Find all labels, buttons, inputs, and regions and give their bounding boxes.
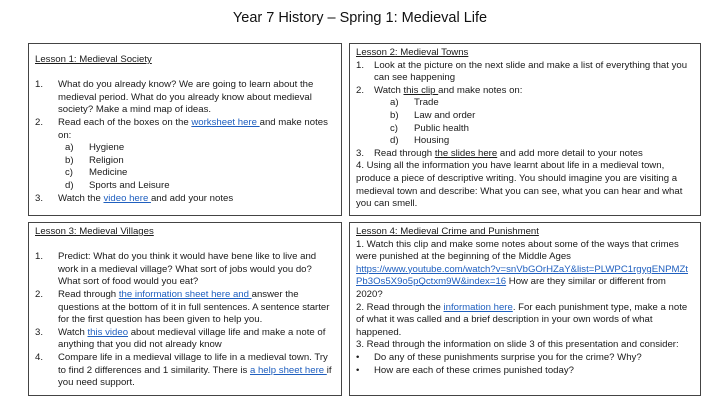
lesson-1-subitem: d) Sports and Leisure: [65, 179, 170, 191]
lesson-4-paragraph-2: 2. Read through the information here. For each punishment type, make a note of what it was called and a brief description in your own words of what happened.: [356, 301, 688, 338]
lesson-2-subitem: d) Housing: [390, 135, 450, 147]
lesson-2-item-3: 3. Read through the slides here and add more detail to your notes: [356, 147, 643, 159]
lesson-3-item-4: 4. Compare life in a medieval village to life in a medieval town. Try to find 2 differences and 1 similarity. There is a help sheet here if you need support.: [35, 351, 332, 389]
help-sheet-link[interactable]: a help sheet here: [249, 364, 327, 376]
page-title: Year 7 History – Spring 1: Medieval Life: [232, 10, 488, 26]
clip-link[interactable]: this clip: [403, 84, 439, 96]
lesson-2-item-2: 2. Watch this clip and make notes on:: [356, 84, 523, 96]
lesson-2-subitem: b) Law and order: [390, 109, 476, 121]
youtube-link[interactable]: https://www.youtube.com/watch?v=snVbGOrHZaY&list=PLWPC1rgygENPMZtPb3Os5X9o5pQctxm9W&index=16: [356, 263, 688, 288]
lesson-3-item-1: 1. Predict: What do you think it would have bene like to live and work in a medieval village? What sort of jobs would you do? What sort of food would you eat?: [35, 251, 317, 288]
lesson-4-heading: Lesson 4: Medieval Crime and Punishment: [356, 226, 539, 237]
lesson-4-paragraph-1-url: https://www.youtube.com/watch?v=snVbGOrHZaY&list=PLWPC1rgygENPMZtPb3Os5X9o5pQctxm9W&index=16 How are they similar or different from 2020?: [356, 263, 688, 300]
information-sheet-link[interactable]: the information sheet here and: [118, 288, 252, 300]
lesson-1-subitem: c) Medicine: [65, 167, 128, 179]
lesson-1-item-1: 1. What do you already know? We are going to learn about the medieval period. What do you already know about medieval society? Make a mind map of ideas.: [35, 79, 314, 116]
worksheet-link[interactable]: worksheet here: [191, 116, 260, 128]
slides-link[interactable]: the slides here: [434, 147, 498, 159]
lesson-1-subitem: b) Religion: [65, 154, 124, 166]
lesson-1-item-2: 2. Read each of the boxes on the worksheet here and make notes on:: [35, 116, 328, 141]
lesson-4-bullet: • Do any of these punishments surprise you for the crime? Why?: [356, 351, 642, 363]
lesson-2-box: [349, 43, 701, 216]
information-link[interactable]: information here: [443, 301, 513, 313]
video-link[interactable]: video here: [103, 192, 151, 204]
lesson-2-item-1: 1. Look at the picture on the next slide and make a list of everything that you can see happening: [356, 59, 688, 84]
lesson-4-paragraph-3: 3. Read through the information on slide 3 of this presentation and consider:: [356, 339, 679, 351]
lesson-1-heading: Lesson 1: Medieval Society: [35, 54, 152, 65]
lesson-4-box: [349, 222, 701, 396]
lesson-4-bullet: • How are each of these crimes punished today?: [356, 364, 574, 376]
lesson-2-subitem: a) Trade: [390, 97, 439, 109]
lesson-4-paragraph-1: 1. Watch this clip and make some notes about some of the ways that crimes were punished at the beginning of the Middle Ages: [356, 238, 679, 263]
lesson-1-box: [28, 43, 342, 216]
lesson-3-item-2: 2. Read through the information sheet here and answer the questions at the bottom of it in full sentences. A sentence starter for the first question has been given to help you.: [35, 288, 330, 326]
lesson-2-item-4: 4. Using all the information you have learnt about life in a medieval town, produce a piece of descriptive writing. You should imagine you are visiting a medieval town and describe: What you can see, what you can hear and what you can smell.: [356, 160, 683, 210]
lesson-2-subitem: c) Public health: [390, 122, 469, 134]
lesson-3-heading: Lesson 3: Medieval Villages: [35, 226, 154, 237]
lesson-2-heading: Lesson 2: Medieval Towns: [356, 47, 469, 58]
lesson-1-item-3: 3. Watch the video here and add your notes: [35, 192, 234, 204]
lesson-1-subitem: a) Hygiene: [65, 142, 125, 154]
lesson-3-box: [28, 222, 342, 396]
village-video-link[interactable]: this video: [87, 326, 129, 338]
lesson-3-item-3: 3. Watch this video about medieval village life and make a note of anything that you did not already know: [35, 326, 326, 351]
